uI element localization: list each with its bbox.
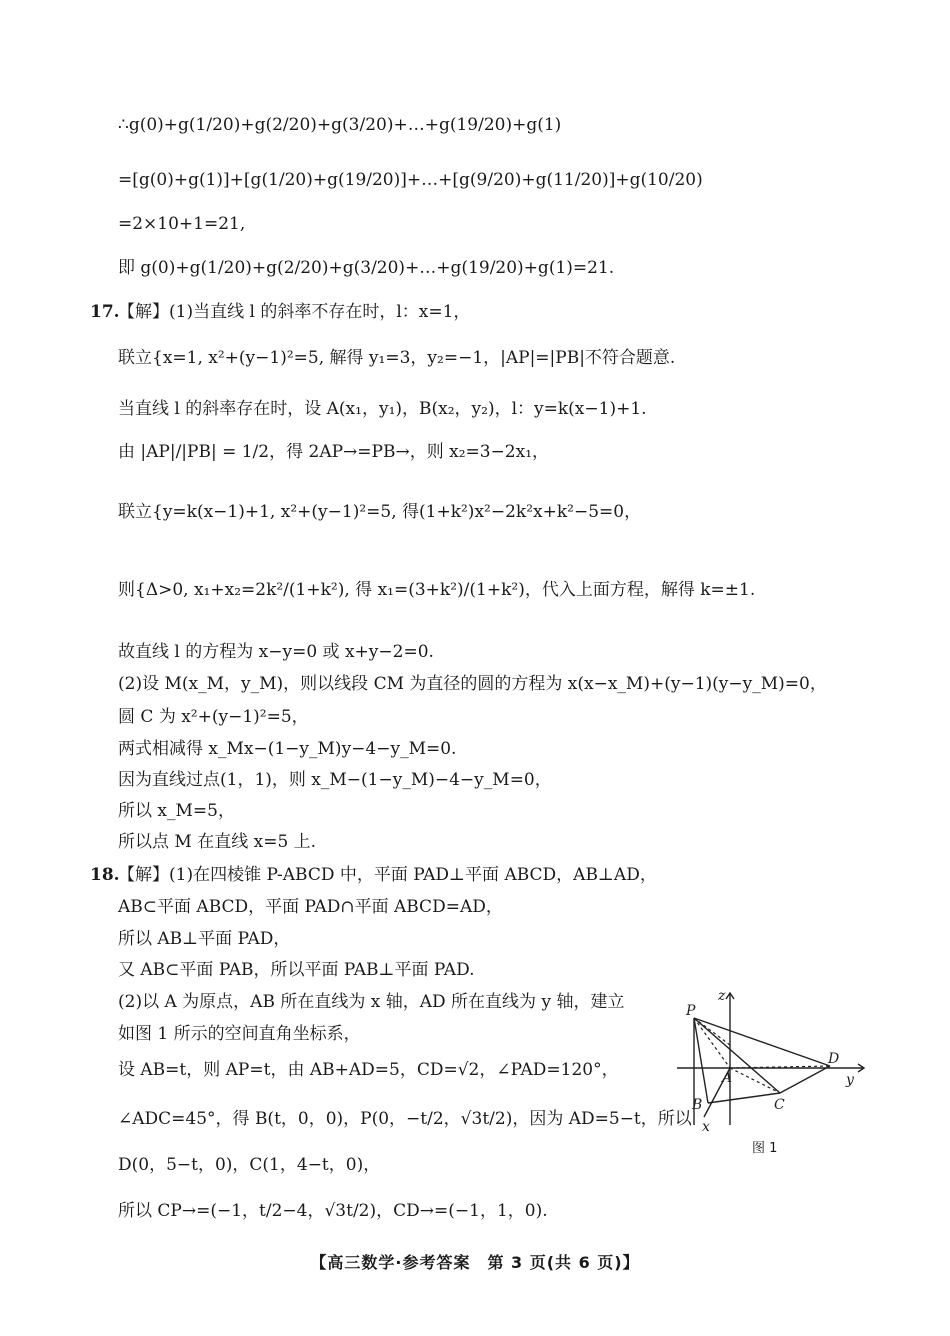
label-p: P xyxy=(686,1003,696,1019)
text-line-12: (2)设 M(x_M，y_M)，则以线段 CM 为直径的圆的方程为 x(x−x_M)+(y−1)(y−y_M)=0， xyxy=(118,674,827,694)
label-x: x xyxy=(702,1119,710,1135)
label-a: A xyxy=(722,1070,733,1086)
label-y: y xyxy=(846,1072,854,1088)
text-line-16: 所以 x_M=5， xyxy=(118,801,235,821)
text-line-19: AB⊂平面 ABCD，平面 PAD∩平面 ABCD=AD， xyxy=(118,897,503,917)
text-line-13: 圆 C 为 x²+(y−1)²=5， xyxy=(118,707,309,727)
label-c: C xyxy=(774,1097,785,1113)
text-line-27: 所以 CP→=(−1，t/2−4，√3t/2)，CD→=(−1，1，0). xyxy=(118,1201,548,1221)
text-line-23: 如图 1 所示的空间直角坐标系， xyxy=(118,1024,361,1044)
label-b: B xyxy=(692,1097,703,1113)
figure-caption: 图 1 xyxy=(752,1141,778,1156)
text-line-4: 即 g(0)+g(1/20)+g(2/20)+g(3/20)+…+g(19/20)+g(1)=21. xyxy=(118,258,615,278)
text-line-14: 两式相减得 x_Mx−(1−y_M)y−4−y_M=0. xyxy=(118,739,457,759)
label-z: z xyxy=(718,988,726,1004)
page-footer: 【高三数学·参考答案 第 3 页(共 6 页)】 xyxy=(310,1253,640,1272)
text-line-24: 设 AB=t，则 AP=t，由 AB+AD=5，CD=√2，∠PAD=120°， xyxy=(118,1060,619,1080)
text-line-2: =[g(0)+g(1)]+[g(1/20)+g(19/20)]+…+[g(9/20)+g(11/20)]+g(10/20) xyxy=(118,170,703,190)
text-line-3: =2×10+1=21, xyxy=(118,214,246,234)
problem-number-17: 17. xyxy=(90,302,120,322)
text-line-17: 所以点 M 在直线 x=5 上. xyxy=(118,832,317,852)
text-line-5: 【解】(1)当直线 l 的斜率不存在时，l：x=1， xyxy=(118,302,471,322)
text-line-22: (2)以 A 为原点，AB 所在直线为 x 轴，AD 所在直线为 y 轴，建立 xyxy=(118,992,625,1012)
label-d: D xyxy=(828,1051,840,1067)
text-line-8: 由 |AP|/|PB| = 1/2，得 2AP→=PB→，则 x₂=3−2x₁， xyxy=(118,442,550,462)
text-line-26: D(0，5−t，0)，C(1，4−t，0)， xyxy=(118,1155,381,1175)
text-line-21: 又 AB⊂平面 PAB，所以平面 PAB⊥平面 PAD. xyxy=(118,960,475,980)
text-line-7: 当直线 l 的斜率存在时，设 A(x₁，y₁)，B(x₂，y₂)，l：y=k(x−1)+1. xyxy=(118,399,647,419)
text-line-9: 联立{y=k(x−1)+1, x²+(y−1)²=5, 得(1+k²)x²−2k²x+k²−5=0， xyxy=(118,502,642,522)
text-line-25: ∠ADC=45°，得 B(t，0，0)，P(0，−t/2，√3t/2)，因为 AD=5−t，所以 xyxy=(118,1109,692,1129)
text-line-20: 所以 AB⊥平面 PAD， xyxy=(118,929,291,949)
text-line-6: 联立{x=1, x²+(y−1)²=5, 解得 y₁=3，y₂=−1，|AP|=|PB|不符合题意. xyxy=(118,348,676,368)
problem-number-18: 18. xyxy=(90,865,120,885)
text-line-18: 【解】(1)在四棱锥 P-ABCD 中，平面 PAD⊥平面 ABCD，AB⊥AD， xyxy=(118,865,657,885)
text-line-1: ∴g(0)+g(1/20)+g(2/20)+g(3/20)+…+g(19/20)+g(1) xyxy=(118,115,562,135)
text-line-11: 故直线 l 的方程为 x−y=0 或 x+y−2=0. xyxy=(118,642,434,662)
text-line-15: 因为直线过点(1，1)，则 x_M−(1−y_M)−4−y_M=0， xyxy=(118,770,552,790)
text-line-10: 则{Δ>0, x₁+x₂=2k²/(1+k²), 得 x₁=(3+k²)/(1+k²)，代入上面方程，解得 k=±1. xyxy=(118,580,756,600)
pyramid-figure xyxy=(672,985,872,1135)
